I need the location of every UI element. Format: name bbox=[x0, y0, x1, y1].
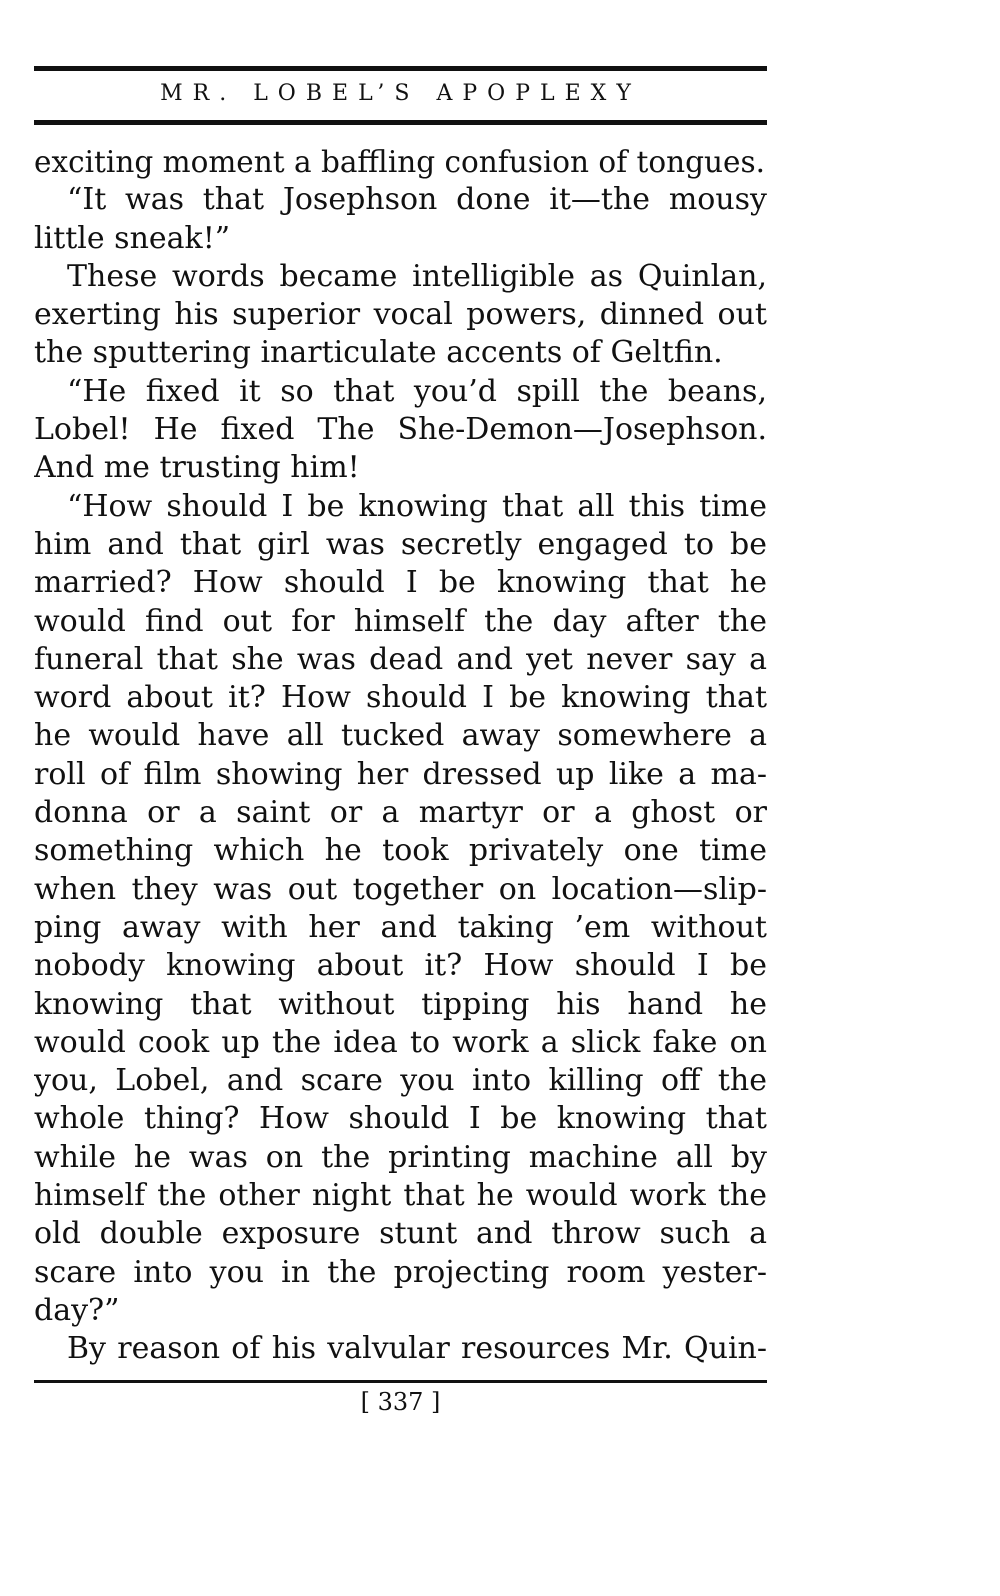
text-line: would find out for himself the day after the bbox=[34, 603, 767, 639]
text-line: whole thing? How should I be knowing that bbox=[34, 1101, 767, 1137]
text-line: you, Lobel, and scare you into killing off the bbox=[34, 1063, 767, 1099]
text-line: exerting his superior vocal powers, dinned out bbox=[34, 297, 767, 333]
text-line: would cook up the idea to work a slick fake on bbox=[34, 1024, 767, 1060]
text-line: while he was on the printing machine all by bbox=[34, 1139, 767, 1175]
text-line: when they was out together on location—slip- bbox=[34, 871, 767, 907]
page-number: [ 337 ] bbox=[360, 1388, 441, 1416]
body-text bbox=[34, 143, 767, 1369]
text-line: the sputtering inarticulate accents of Geltfin. bbox=[34, 335, 723, 371]
text-line: married? How should I be knowing that he bbox=[34, 565, 767, 601]
running-head: MR. LOBEL’S APOPLEXY bbox=[160, 81, 641, 106]
text-line: “It was that Josephson done it—the mousy bbox=[67, 182, 767, 218]
text-line: old double exposure stunt and throw such a bbox=[34, 1216, 767, 1252]
text-line: funeral that she was dead and yet never say a bbox=[34, 641, 767, 677]
text-line: he would have all tucked away somewhere a bbox=[34, 718, 767, 754]
text-line: day?” bbox=[34, 1292, 120, 1328]
text-line: him and that girl was secretly engaged to be bbox=[34, 526, 767, 562]
text-line: himself the other night that he would work the bbox=[34, 1178, 767, 1214]
text-line: word about it? How should I be knowing that bbox=[34, 680, 767, 716]
text-line: knowing that without tipping his hand he bbox=[34, 986, 767, 1022]
text-line: scare into you in the projecting room yester- bbox=[34, 1254, 767, 1290]
top-rule bbox=[34, 66, 767, 71]
text-line: something which he took privately one time bbox=[34, 833, 767, 869]
text-line: “He fixed it so that you’d spill the beans, bbox=[67, 373, 767, 409]
text-line: ping away with her and taking ’em without bbox=[34, 909, 767, 945]
footer-rule bbox=[34, 1380, 767, 1383]
text-line: exciting moment a baffling confusion of tongues. bbox=[34, 145, 765, 179]
header-rule bbox=[34, 120, 767, 125]
text-line: nobody knowing about it? How should I be bbox=[34, 948, 767, 984]
text-line: little sneak!” bbox=[34, 220, 231, 256]
text-line: Lobel! He fixed The She-Demon—Josephson. bbox=[34, 412, 767, 448]
text-line: And me trusting him! bbox=[34, 450, 360, 486]
text-line: “How should I be knowing that all this time bbox=[67, 488, 767, 524]
text-line: roll of film showing her dressed up like a ma- bbox=[34, 756, 767, 792]
text-line: These words became intelligible as Quinlan, bbox=[67, 258, 767, 294]
text-line: donna or a saint or a martyr or a ghost or bbox=[34, 795, 767, 831]
text-line: By reason of his valvular resources Mr. Quin- bbox=[67, 1331, 767, 1367]
